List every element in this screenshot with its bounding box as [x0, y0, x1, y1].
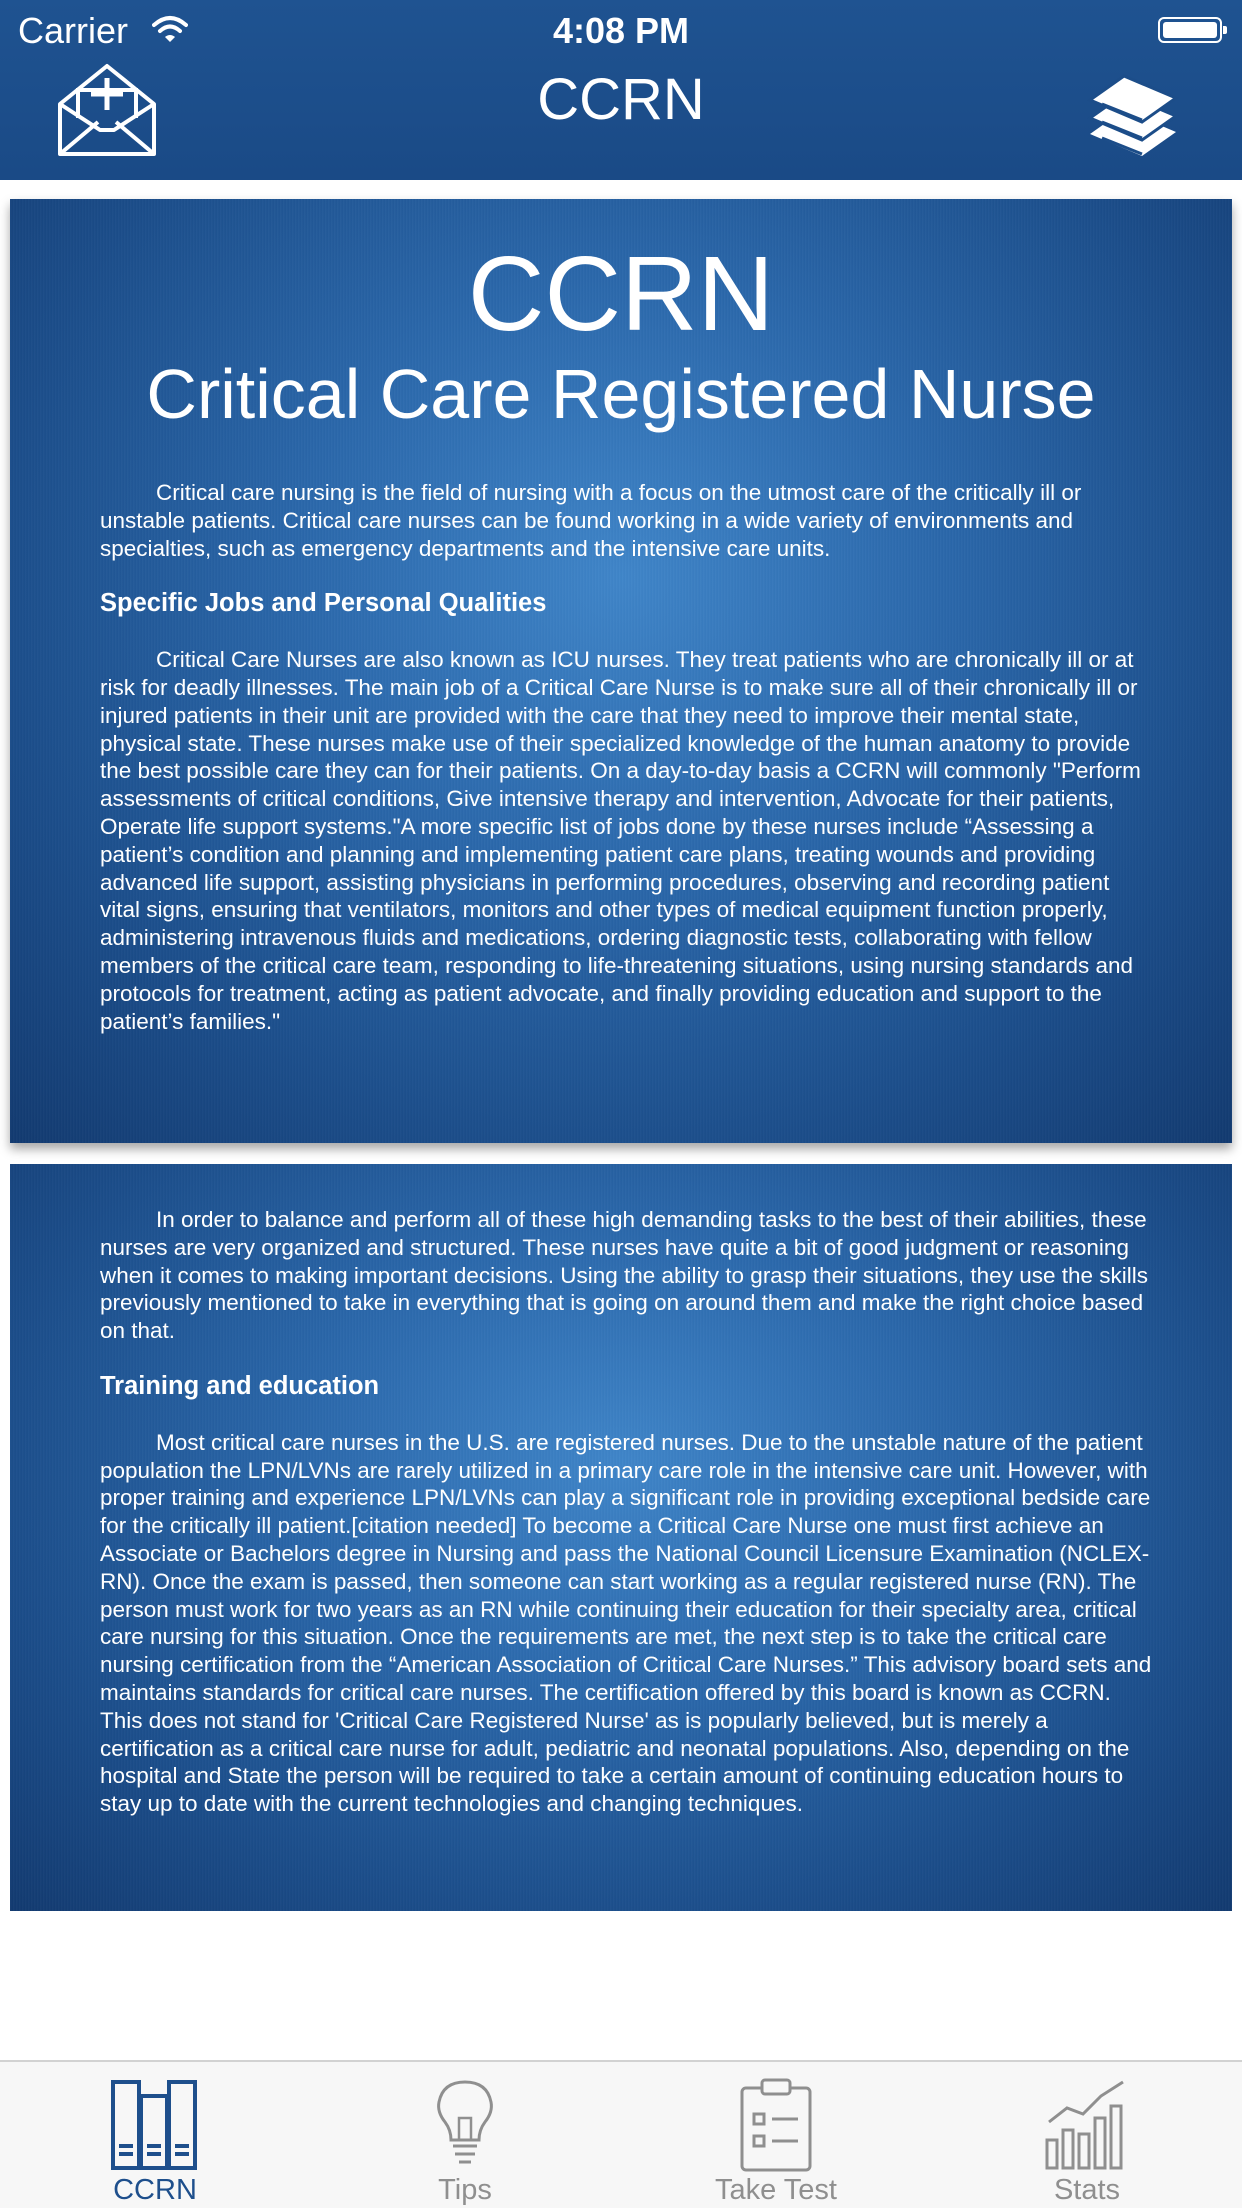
bar-chart-icon	[1037, 2074, 1137, 2174]
card-subtitle: Critical Care Registered Nurse	[146, 355, 1096, 433]
tab-ccrn[interactable]	[0, 2062, 310, 2210]
intro-paragraph: Critical care nursing is the field of nursing with a focus on the utmost care of the critically ill or unstable patients. Critical care nurses can be found working in a wide variety of environments and specialties, such as emergency departments and the intensive care units.	[100, 480, 1082, 561]
body-paragraph: Critical Care Nurses are also known as ICU nurses. They treat patients who are chronically ill or at risk for deadly illnesses. The main job of a Critical Care Nurse is to make sure all of their chronically ill or injured patients in their unit are provided with the care that they need to improve their mental state, physical state. These nurses make use of their specialized knowledge of the human anatomy to provide the best possible care they can for their patients. On a day-to-day basis a CCRN will commonly "Perform assessments of critical conditions, Give intensive therapy and intervention, Advocate for their patients, Operate life support systems."A more specific list of jobs done by these nurses include “Assessing a patient’s condition and planning and implementing patient care plans, treating wounds and providing advanced life support, assisting physicians in performing procedures, observing and recording patient vital signs, ensuring that ventilators, monitors and other types of medical equipment function properly, administering intravenous fluids and medications, ordering diagnostic tests, collaborating with fellow members of the critical care team, responding to life-threatening situations, using nursing standards and protocols for treatment, acting as patient advocate, and finally providing education and support to the patient’s families."	[100, 647, 1141, 1034]
section-heading: Training and education	[100, 1371, 380, 1400]
card-text	[100, 1206, 1154, 1818]
card-title: CCRN	[467, 235, 775, 353]
tab-stats[interactable]	[932, 2062, 1242, 2210]
clipboard-icon	[726, 2074, 826, 2174]
tab-label: CCRN	[113, 2174, 197, 2206]
tab-bar	[0, 2060, 1242, 2208]
card-text	[100, 479, 1154, 1035]
status-bar	[0, 0, 1242, 60]
books-icon	[1084, 60, 1182, 160]
training-card	[10, 1164, 1232, 1911]
tab-tips[interactable]	[310, 2062, 620, 2210]
tab-label: Take Test	[715, 2174, 837, 2206]
book-shelf-icon	[105, 2074, 205, 2174]
carrier-label: Carrier	[18, 10, 129, 51]
navigation-bar	[0, 0, 1242, 180]
tab-label: Stats	[1053, 2174, 1121, 2206]
intro-card	[10, 199, 1232, 1143]
battery-icon	[1158, 17, 1222, 43]
page-title: CCRN	[537, 67, 705, 132]
lightbulb-icon	[415, 2074, 515, 2174]
library-button[interactable]	[1084, 60, 1182, 160]
clock: 4:08 PM	[552, 10, 690, 51]
tab-take-test[interactable]	[621, 2062, 931, 2210]
tab-label: Tips	[438, 2174, 492, 2206]
section-heading: Specific Jobs and Personal Qualities	[100, 589, 547, 618]
intro-paragraph: In order to balance and perform all of these high demanding tasks to the best of their abilities, these nurses are very organized and structured. These nurses have quite a bit of good judgment or reasoning when it comes to making important decisions. Using the ability to grasp their situations, they use the skills previously mentioned to take in everything that is going on around them and make the right choice based on that.	[100, 1207, 1148, 1344]
body-paragraph: Most critical care nurses in the U.S. are registered nurses. Due to the unstable nature of the patient population the LPN/LVNs are rarely utilized in a primary care role in the intensive care unit. However, with proper training and experience LPN/LVNs can play a significant role in providing exceptional bedside care for the critically ill patient.[citation needed] To become a Critical Care Nurse one must first achieve an Associate or Bachelors degree in Nursing and pass the National Council Licensure Examination (NCLEX-RN). Once the exam is passed, then someone can start working as a regular registered nurse (RN). The person must work for two years as an RN while continuing their education for their specialty area, critical care nursing for this situation. Once the requirements are met, the next step is to take the critical care nursing certification from the “American Association of Critical Care Nurses.” This advisory board sets and maintains standards for critical care nurses. The certification offered by this board is known as CCRN. This does not stand for 'Critical Care Registered Nurse' as is popularly believed, but is merely a certification as a critical care nurse for adult, pediatric and neonatal populations. Also, depending on the hospital and State the person will be required to take a certain amount of continuing education hours to stay up to date with the current technologies and changing techniques.	[100, 1429, 1152, 1817]
